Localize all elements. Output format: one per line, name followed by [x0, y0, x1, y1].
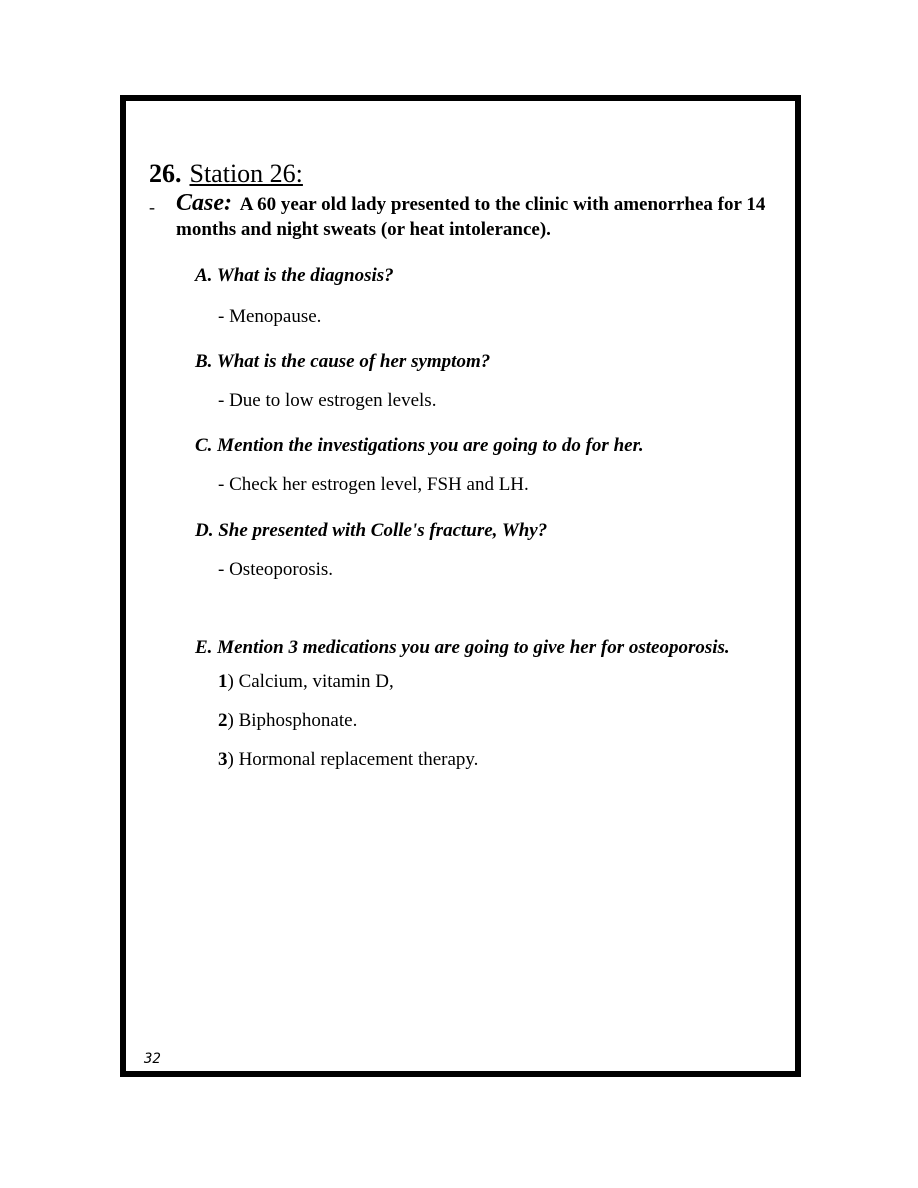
case-description	[176, 191, 769, 242]
answer-b: - Due to low estrogen levels.	[218, 390, 437, 411]
question-e: E. Mention 3 medications you are going to give her for osteoporosis.	[195, 637, 730, 658]
medication-text: ) Biphosphonate.	[227, 710, 358, 731]
station-number: 26.	[149, 159, 182, 188]
medication-text: ) Hormonal replacement therapy.	[227, 749, 479, 770]
medication-number: 3	[218, 749, 228, 770]
medication-number: 2	[218, 710, 228, 731]
answer-c: - Check her estrogen level, FSH and LH.	[218, 474, 529, 495]
page-frame	[120, 95, 801, 1077]
answer-a: - Menopause.	[218, 306, 322, 327]
question-c: C. Mention the investigations you are going to do for her.	[195, 435, 644, 456]
page-number: 32	[144, 1051, 161, 1067]
answer-d: - Osteoporosis.	[218, 559, 334, 580]
case-dash: -	[149, 197, 155, 217]
station-title: Station 26:	[189, 159, 303, 188]
medication-text: ) Calcium, vitamin D,	[227, 671, 394, 692]
medication-item	[218, 671, 394, 693]
question-d: D. She presented with Colle's fracture, Why?	[195, 520, 548, 541]
case-label: Case:	[176, 190, 232, 216]
medication-item	[218, 710, 357, 732]
station-heading	[149, 159, 303, 189]
case-block	[149, 191, 769, 242]
question-b: B. What is the cause of her symptom?	[195, 351, 491, 372]
frame-border-segment	[796, 661, 801, 1077]
medication-item	[218, 749, 478, 771]
case-text: A 60 year old lady presented to the clinic with amenorrhea for 14 months and night sweats (or heat intolerance).	[176, 194, 766, 240]
medication-number: 1	[218, 671, 228, 692]
question-a: A. What is the diagnosis?	[195, 265, 394, 286]
